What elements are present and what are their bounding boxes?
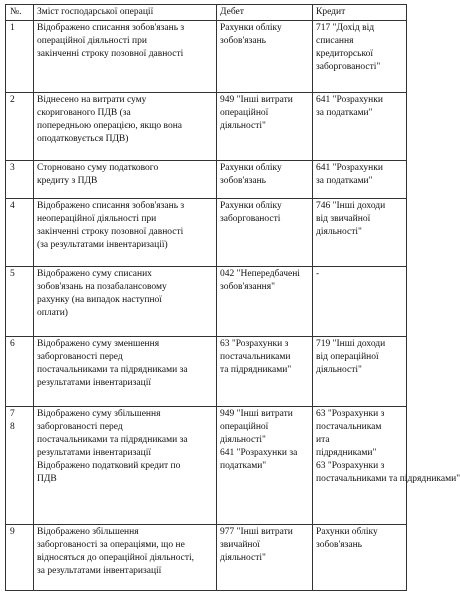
- operation-content-line: заборгованості за операціями, що не: [37, 540, 185, 550]
- row-number-line: 9: [10, 527, 15, 537]
- operation-content: [34, 21, 217, 93]
- operation-content-line: попередньою операцією, якщо вона: [37, 121, 183, 131]
- credit-account: [313, 199, 407, 267]
- operation-content-line: (за результатами інвентаризації): [37, 240, 168, 250]
- debit-account: [217, 525, 313, 591]
- header-content: Зміст господарської операції: [34, 5, 217, 21]
- credit-account-line: постачальникам: [316, 422, 382, 432]
- credit-account-line: 719 "Інші доходи: [316, 339, 386, 349]
- debit-account-line: Рахунки обліку: [220, 23, 282, 33]
- operation-content-line: операційної діяльності при: [37, 36, 147, 46]
- credit-account: [313, 21, 407, 93]
- row-number: [6, 199, 34, 267]
- debit-account-line: та підрядниками": [220, 365, 292, 375]
- credit-account: [313, 407, 460, 525]
- row-number: [6, 525, 34, 591]
- debit-account-line: зобов'язань: [220, 36, 266, 46]
- debit-account: [217, 337, 313, 407]
- row-number-line: 6: [10, 339, 15, 349]
- operation-content: [34, 407, 217, 525]
- credit-account-line: від звичайної: [316, 214, 371, 224]
- credit-account-line: 641 "Розрахунки: [316, 95, 383, 105]
- operation-content-line: Відображено списання зобов'язань з: [37, 23, 185, 33]
- operation-content-line: Сторновано суму податкового: [37, 163, 159, 173]
- credit-account-line: від операційної: [316, 352, 379, 362]
- credit-account-line: 746 "Інші доходи: [316, 201, 386, 211]
- operation-content-line: Відображено суму зменшення: [37, 339, 160, 349]
- row-number: [6, 407, 34, 525]
- operation-content: [34, 267, 217, 337]
- operation-content-line: ПДВ: [37, 474, 57, 484]
- operation-content-line: неопераційної діяльності при: [37, 214, 157, 224]
- debit-account-line: операційної: [220, 422, 269, 432]
- header-num: №.: [6, 5, 34, 21]
- operation-content: [34, 199, 217, 267]
- table-row: [6, 267, 407, 337]
- operation-content-line: відносяться до операційної діяльності,: [37, 553, 195, 563]
- operation-content-line: Відображено податковий кредит по: [37, 461, 181, 471]
- row-number: [6, 161, 34, 199]
- operation-content-line: заборгованості перед: [37, 422, 123, 432]
- table-row: [6, 407, 407, 525]
- operation-content-line: кредиту з ПДВ: [37, 176, 98, 186]
- operation-content-line: скоригованого ПДВ (за: [37, 108, 131, 118]
- table-row: [6, 199, 407, 267]
- operation-content-line: результатами інвентаризації: [37, 378, 151, 388]
- row-number: [6, 21, 34, 93]
- credit-account-line: кредиторської: [316, 49, 373, 59]
- operation-content-line: постачальниками та підрядниками за: [37, 365, 188, 375]
- table-row: [6, 337, 407, 407]
- credit-account-line: постачальниками та підрядниками": [316, 474, 460, 484]
- debit-account-line: 63 "Розрахунки з: [220, 339, 289, 349]
- table-row: [6, 525, 407, 591]
- credit-account-line: ита: [316, 435, 330, 445]
- operation-content-line: Відображено списання зобов'язань з: [37, 201, 185, 211]
- credit-account: [313, 337, 407, 407]
- credit-account-line: зобов'язань: [316, 540, 362, 550]
- operation-content-line: рахунку (на випадок наступної: [37, 295, 162, 305]
- row-number-line: 3: [10, 163, 15, 173]
- operation-content: [34, 161, 217, 199]
- row-number: [6, 337, 34, 407]
- debit-account-line: постачальниками: [220, 352, 291, 362]
- debit-account: [217, 93, 313, 161]
- row-number-line: 7: [10, 409, 15, 419]
- credit-account-line: 63 "Розрахунки з: [316, 461, 385, 471]
- debit-account-line: операційної: [220, 108, 269, 118]
- credit-account-line: 63 "Розрахунки з: [316, 409, 385, 419]
- table-row: [6, 21, 407, 93]
- operation-content-line: за результатами інвентаризації: [37, 566, 162, 576]
- debit-account-line: зобов'язань: [220, 176, 266, 186]
- credit-account: [313, 161, 407, 199]
- debit-account-line: звичайної: [220, 540, 260, 550]
- row-number-line: 5: [10, 269, 15, 279]
- credit-account-line: Рахунки обліку: [316, 527, 378, 537]
- credit-account: [313, 267, 407, 337]
- credit-account-line: 641 "Розрахунки: [316, 163, 383, 173]
- debit-account: [217, 161, 313, 199]
- debit-account: [217, 407, 313, 525]
- debit-account-line: 977 "Інші витрати: [220, 527, 293, 537]
- operation-content-line: Відображено суму списаних: [37, 269, 152, 279]
- debit-account: [217, 199, 313, 267]
- credit-account-line: 717 "Дохід від: [316, 23, 375, 33]
- operation-content: [34, 337, 217, 407]
- operation-content: [34, 93, 217, 161]
- row-number-line: 8: [10, 422, 15, 432]
- row-number: [6, 267, 34, 337]
- debit-account-line: зобов'язання": [220, 282, 275, 292]
- operation-content-line: оплати): [37, 308, 68, 318]
- operations-table: [5, 4, 460, 591]
- debit-account-line: 641 "Розрахунки за: [220, 448, 298, 458]
- credit-account-line: -: [316, 269, 320, 279]
- debit-account-line: заборгованості: [220, 214, 281, 224]
- credit-account-line: списання: [316, 36, 354, 46]
- debit-account: [217, 21, 313, 93]
- row-number-line: 2: [10, 95, 15, 105]
- operation-content-line: закінченні строку позовної давності: [37, 227, 184, 237]
- debit-account-line: діяльності": [220, 435, 266, 445]
- table-body: [6, 21, 460, 591]
- debit-account-line: діяльності": [220, 553, 266, 563]
- credit-account-line: за податками": [316, 176, 373, 186]
- debit-account-line: податками": [220, 461, 267, 471]
- credit-account-line: за податками": [316, 108, 373, 118]
- header-credit: Кредит: [313, 5, 407, 21]
- header-debit: Дебет: [217, 5, 313, 21]
- credit-account-line: діяльності": [316, 365, 362, 375]
- table-row: [6, 93, 407, 161]
- table-header-row: [6, 5, 407, 21]
- credit-account: [313, 525, 407, 591]
- credit-account-line: заборгованості": [316, 62, 381, 72]
- operation-content-line: заборгованості перед: [37, 352, 123, 362]
- operation-content-line: зобов'язань на позабалансовому: [37, 282, 167, 292]
- operation-content-line: Відображено збільшення: [37, 527, 139, 537]
- table-row: [6, 161, 407, 199]
- row-number-line: 4: [10, 201, 15, 211]
- credit-account-line: діяльності": [316, 227, 362, 237]
- debit-account-line: 949 "Інші витрати: [220, 95, 293, 105]
- debit-account-line: 042 "Непередбачені: [220, 269, 300, 279]
- debit-account: [217, 267, 313, 337]
- operation-content-line: результатами інвентаризації: [37, 448, 151, 458]
- debit-account-line: діяльності": [220, 121, 266, 131]
- operation-content-line: закінченні строку позовної давності: [37, 49, 184, 59]
- operation-content-line: Відображено суму збільшення: [37, 409, 161, 419]
- operation-content-line: постачальниками та підрядниками за: [37, 435, 188, 445]
- operation-content-line: оподатковується ПДВ): [37, 134, 129, 144]
- credit-account-line: підрядниками": [316, 448, 377, 458]
- row-number: [6, 93, 34, 161]
- operation-content-line: Віднесено на витрати суму: [37, 95, 147, 105]
- debit-account-line: Рахунки обліку: [220, 201, 282, 211]
- debit-account-line: 949 "Інші витрати: [220, 409, 293, 419]
- credit-account: [313, 93, 407, 161]
- debit-account-line: Рахунки обліку: [220, 163, 282, 173]
- row-number-line: 1: [10, 23, 15, 33]
- operation-content: [34, 525, 217, 591]
